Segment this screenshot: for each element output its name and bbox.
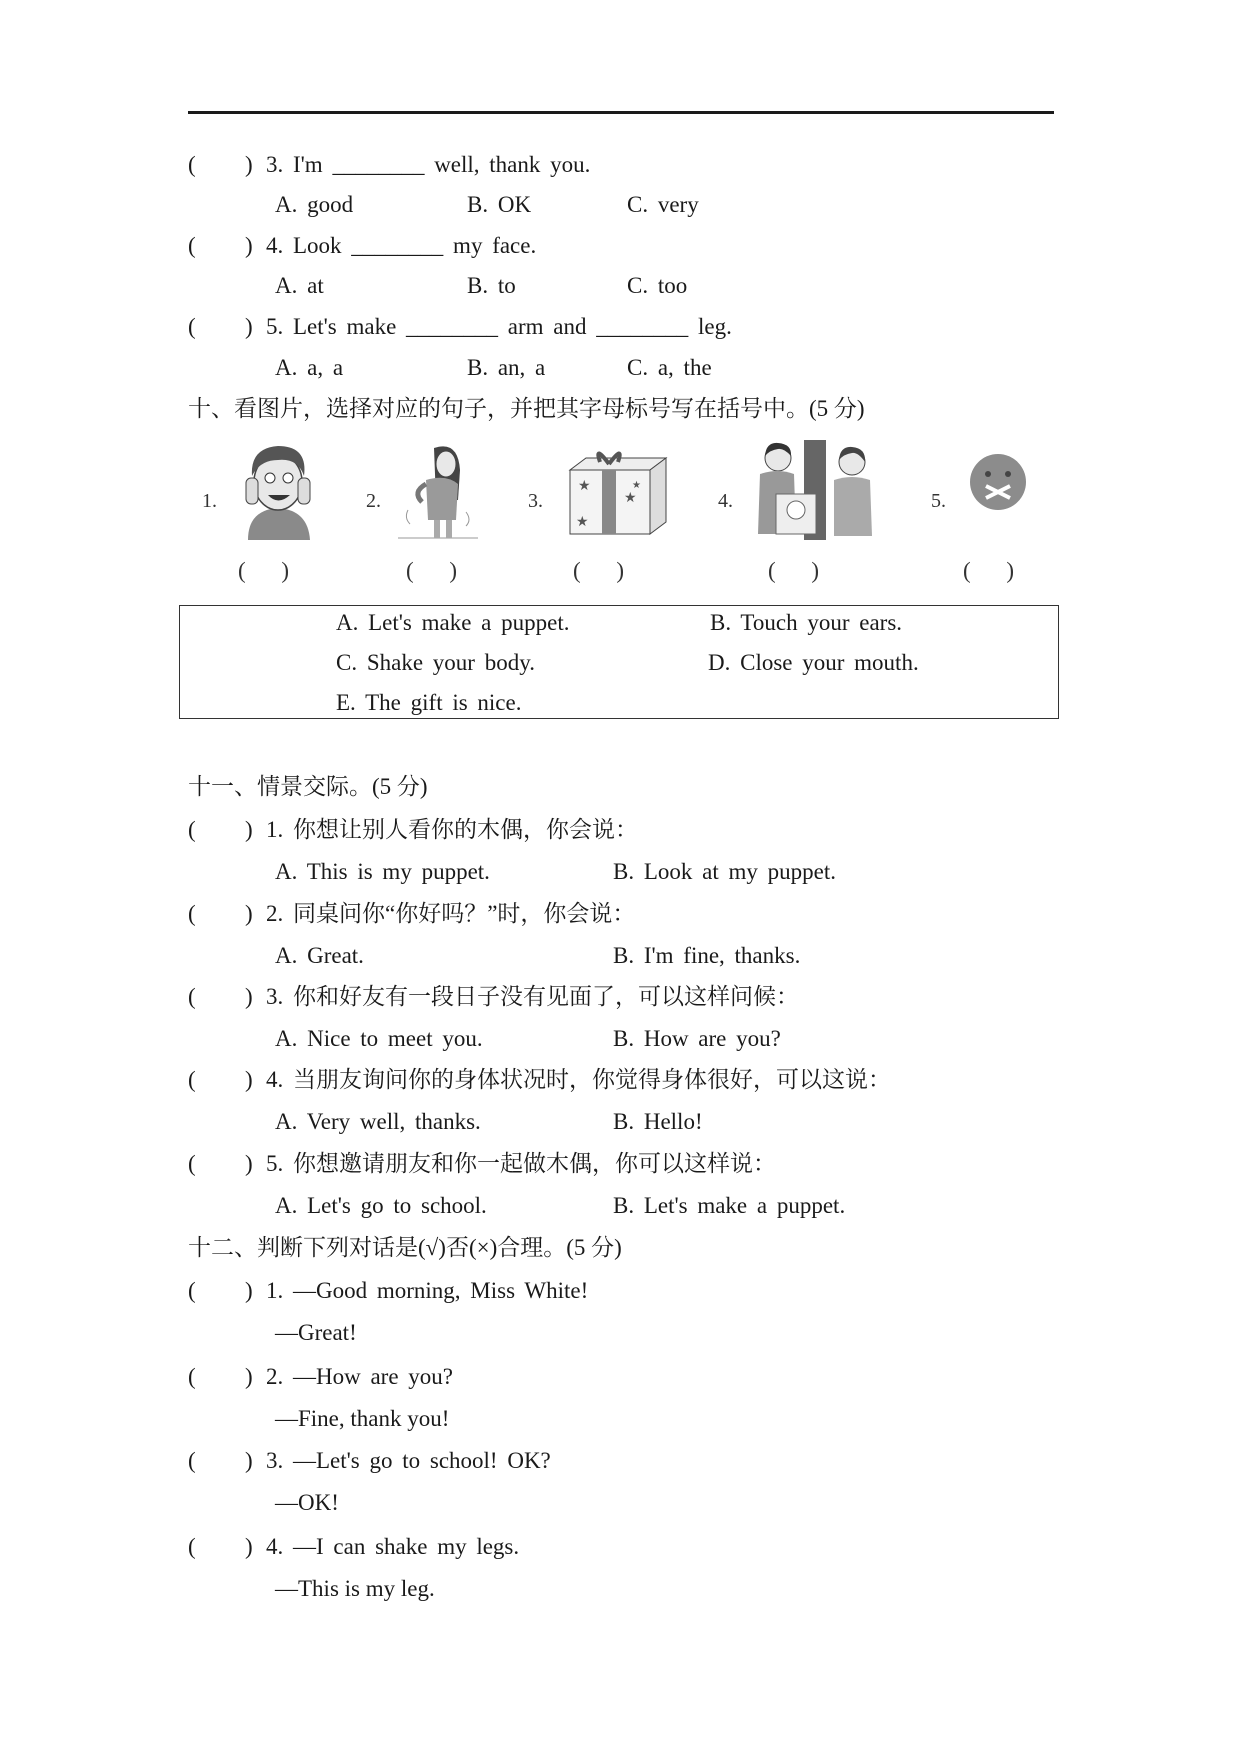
answer-blank-left[interactable]: ( <box>188 1151 196 1176</box>
answer-blank[interactable]: ( ) <box>406 558 458 583</box>
answer-blank-right[interactable]: ) <box>245 817 253 842</box>
option-b: B. Look at my puppet. <box>613 859 836 884</box>
question-stem: 3. 你和好友有一段日子没有见面了，可以这样问候： <box>266 984 799 1009</box>
option-b: B. I'm fine, thanks. <box>613 943 801 968</box>
option-b: B. Let's make a puppet. <box>613 1193 846 1218</box>
answer-blank[interactable]: ( ) <box>963 558 1015 583</box>
answer-blank-left[interactable]: ( <box>188 1364 196 1389</box>
answer-blank-left[interactable]: ( <box>188 817 196 842</box>
answer-blank[interactable]: ( ) <box>238 558 290 583</box>
top-rule <box>188 111 1054 114</box>
answer-blank-right[interactable]: ) <box>245 1278 253 1303</box>
question-stem: 3. I'm ________ well, thank you. <box>266 152 591 177</box>
option-a: A. Great. <box>275 943 364 968</box>
gift-box-icon <box>566 440 672 540</box>
question-stem: 2. 同桌问你“你好吗？”时，你会说： <box>266 901 636 926</box>
answer-blank-left[interactable]: ( <box>188 1278 196 1303</box>
boy-covering-ears-icon <box>238 440 318 540</box>
girl-shaking-body-icon <box>398 440 478 540</box>
option-b: B. Hello! <box>613 1109 703 1134</box>
question-stem: 4. 当朋友询问你的身体状况时，你觉得身体很好，可以这说： <box>266 1067 891 1092</box>
choice-e: E. The gift is nice. <box>336 690 522 715</box>
answer-blank-right[interactable]: ) <box>245 901 253 926</box>
option-a: A. Very well, thanks. <box>275 1109 481 1134</box>
picture-number: 3. <box>528 490 543 512</box>
section11-title: 十一、情景交际。(5 分) <box>188 774 428 799</box>
option-a: A. a, a <box>275 355 344 380</box>
choice-c: C. Shake your body. <box>336 650 535 675</box>
option-b: B. to <box>467 273 516 298</box>
svg-text:★: ★ <box>632 480 641 491</box>
option-c: C. a, the <box>627 355 712 380</box>
picture-number: 4. <box>718 490 733 512</box>
answer-blank-right[interactable]: ) <box>245 984 253 1009</box>
dialogue-line-2: —Great! <box>275 1320 357 1345</box>
option-b: B. OK <box>467 192 532 217</box>
answer-blank-right[interactable]: ) <box>245 1534 253 1559</box>
dialogue-line-1: 2. —How are you? <box>266 1364 454 1389</box>
option-a: A. at <box>275 273 324 298</box>
dialogue-line-1: 1. —Good morning, Miss White! <box>266 1278 589 1303</box>
answer-blank-left[interactable]: ( <box>188 984 196 1009</box>
answer-blank-left[interactable]: ( <box>188 314 196 339</box>
choice-a: A. Let's make a puppet. <box>336 610 570 635</box>
option-a: A. Nice to meet you. <box>275 1026 483 1051</box>
picture-number: 2. <box>366 490 381 512</box>
dialogue-line-2: —OK! <box>275 1490 339 1515</box>
answer-blank-left[interactable]: ( <box>188 1534 196 1559</box>
picture-number: 1. <box>202 490 217 512</box>
section10-title: 十、看图片，选择对应的句子，并把其字母标号写在括号中。(5 分) <box>188 396 865 421</box>
choice-b: B. Touch your ears. <box>710 610 903 635</box>
dialogue-line-1: 3. —Let's go to school! OK? <box>266 1448 551 1473</box>
answer-blank-right[interactable]: ) <box>245 314 253 339</box>
svg-text:★: ★ <box>576 515 589 530</box>
answer-blank-right[interactable]: ) <box>245 1067 253 1092</box>
answer-blank-left[interactable]: ( <box>188 1448 196 1473</box>
answer-blank-left[interactable]: ( <box>188 901 196 926</box>
answer-blank-right[interactable]: ) <box>245 233 253 258</box>
answer-blank-right[interactable]: ) <box>245 1151 253 1176</box>
answer-blank-left[interactable]: ( <box>188 1067 196 1092</box>
svg-text:★: ★ <box>624 491 637 506</box>
option-c: C. very <box>627 192 699 217</box>
answer-blank-left[interactable]: ( <box>188 233 196 258</box>
dialogue-line-2: —This is my leg. <box>275 1576 435 1601</box>
picture-row <box>188 440 1058 600</box>
dialogue-line-2: —Fine, thank you! <box>275 1406 450 1431</box>
answer-blank[interactable]: ( ) <box>768 558 820 583</box>
svg-text:★: ★ <box>578 479 591 494</box>
dialogue-line-1: 4. —I can shake my legs. <box>266 1534 520 1559</box>
closed-mouth-face-icon <box>966 450 1030 514</box>
option-b: B. an, a <box>467 355 546 380</box>
answer-blank-left[interactable]: ( <box>188 152 196 177</box>
option-a: A. This is my puppet. <box>275 859 490 884</box>
answer-blank-right[interactable]: ) <box>245 152 253 177</box>
picture-number: 5. <box>931 490 946 512</box>
choices-box <box>179 605 1059 719</box>
option-a: A. good <box>275 192 354 217</box>
question-stem: 1. 你想让别人看你的木偶，你会说： <box>266 817 638 842</box>
question-stem: 5. 你想邀请朋友和你一起做木偶，你可以这样说： <box>266 1151 776 1176</box>
answer-blank-right[interactable]: ) <box>245 1364 253 1389</box>
question-stem: 5. Let's make ________ arm and ________ leg. <box>266 314 732 339</box>
answer-blank-right[interactable]: ) <box>245 1448 253 1473</box>
choice-d: D. Close your mouth. <box>708 650 919 675</box>
question-stem: 4. Look ________ my face. <box>266 233 537 258</box>
option-a: A. Let's go to school. <box>275 1193 487 1218</box>
option-b: B. How are you? <box>613 1026 781 1051</box>
children-with-puppet-icon <box>754 440 884 540</box>
section12-title: 十二、判断下列对话是(√)否(×)合理。(5 分) <box>188 1235 622 1260</box>
answer-blank[interactable]: ( ) <box>573 558 625 583</box>
option-c: C. too <box>627 273 688 298</box>
